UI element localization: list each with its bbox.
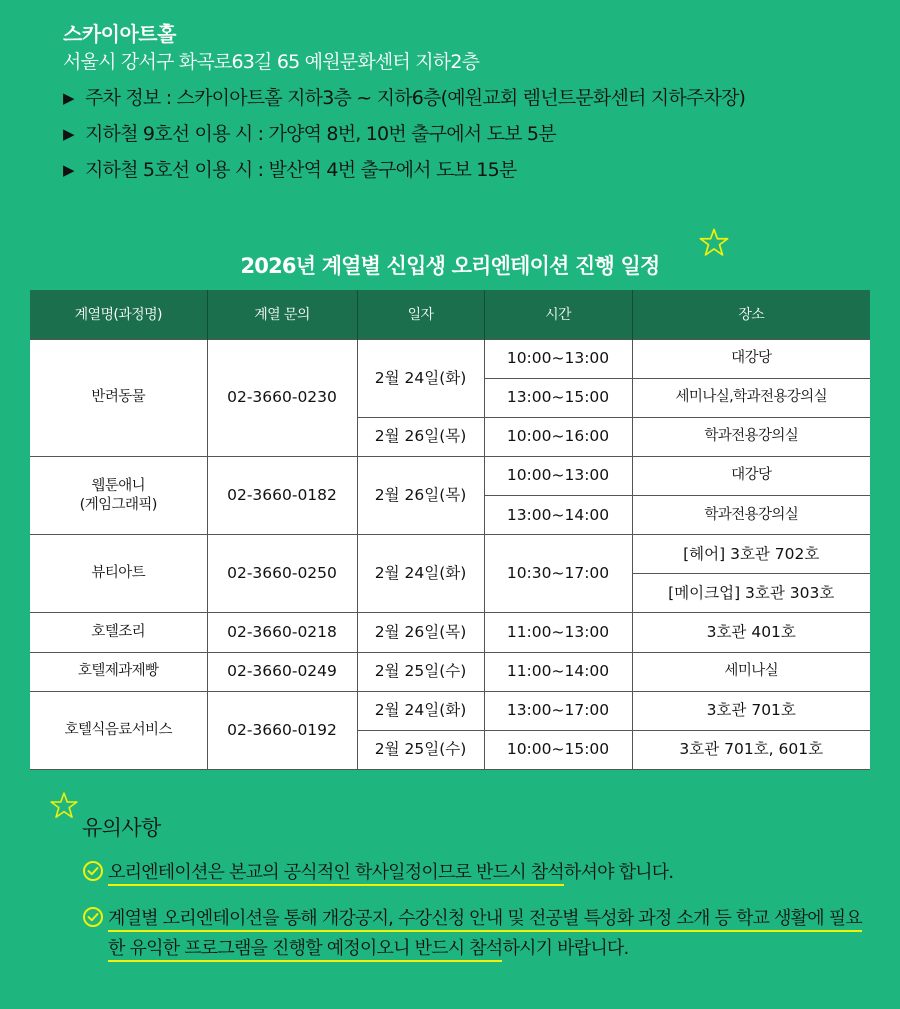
note-rest: 하시기 바랍니다. (502, 938, 629, 959)
session-place: 3호관 701호, 601호 (632, 730, 870, 769)
session-date: 2월 25일(수) (357, 730, 484, 769)
session-place: 학과전용강의실 (632, 496, 870, 535)
session-place: [헤어] 3호관 702호 (632, 535, 870, 574)
note-text (108, 858, 673, 888)
note-highlight: 오리엔테이션은 본교의 공식적인 학사일정이므로 반드시 참석 (108, 862, 564, 886)
notes-section (82, 812, 868, 964)
dept-name: 웹툰애니 (게임그래픽) (30, 456, 207, 534)
info-text: 지하철 5호선 이용 시 : 발산역 4번 출구에서 도보 15분 (85, 159, 517, 181)
session-date: 2월 25일(수) (357, 652, 484, 691)
info-text: 주차 정보 : 스카이아트홀 지하3층 ~ 지하6층(예원교회 렘넌트문화센터 지하주차장) (85, 87, 746, 109)
dept-phone: 02-3660-0182 (207, 456, 357, 534)
info-item (63, 86, 745, 110)
session-place: 세미나실,학과전용강의실 (632, 378, 870, 417)
venue-address: 서울시 강서구 화곡로63길 65 예원문화센터 지하2층 (63, 51, 480, 73)
session-time: 13:00~17:00 (484, 691, 632, 730)
session-place: 세미나실 (632, 652, 870, 691)
triangle-bullet-icon: ▶ (63, 89, 74, 107)
session-time: 10:30~17:00 (484, 535, 632, 613)
session-date: 2월 24일(화) (357, 339, 484, 417)
dept-phone: 02-3660-0218 (207, 613, 357, 652)
venue-name: 스카이아트홀 (63, 22, 176, 46)
dept-name: 호텔조리 (30, 613, 207, 652)
table-row (30, 535, 870, 574)
venue-info (63, 22, 745, 182)
note-rest: 하셔야 합니다. (563, 862, 674, 883)
star-icon (697, 226, 731, 260)
table-row (30, 339, 870, 378)
session-place: 대강당 (632, 456, 870, 495)
header-dept: 계열명(과정명) (30, 290, 207, 339)
session-time: 10:00~13:00 (484, 339, 632, 378)
dept-name: 뷰티아트 (30, 535, 207, 613)
session-date: 2월 26일(목) (357, 417, 484, 456)
header-date: 일자 (357, 290, 484, 339)
info-text: 지하철 9호선 이용 시 : 가양역 8번, 10번 출구에서 도보 5분 (85, 123, 556, 145)
note-text (108, 904, 868, 964)
star-icon (48, 790, 80, 822)
table-header-row (30, 290, 870, 339)
venue-info-list (63, 86, 745, 182)
session-time: 11:00~14:00 (484, 652, 632, 691)
dept-phone: 02-3660-0250 (207, 535, 357, 613)
dept-name: 호텔제과제빵 (30, 652, 207, 691)
session-time: 10:00~13:00 (484, 456, 632, 495)
schedule-title: 2026년 계열별 신입생 오리엔테이션 진행 일정 (240, 254, 660, 278)
session-time: 13:00~15:00 (484, 378, 632, 417)
session-place: 대강당 (632, 339, 870, 378)
notes-title: 유의사항 (82, 816, 161, 840)
session-time: 10:00~16:00 (484, 417, 632, 456)
dept-name: 호텔식음료서비스 (30, 691, 207, 769)
dept-name: 반려동물 (30, 339, 207, 456)
session-date: 2월 24일(화) (357, 535, 484, 613)
session-date: 2월 26일(목) (357, 456, 484, 534)
session-place: [메이크업] 3호관 303호 (632, 574, 870, 613)
note-item (82, 904, 868, 964)
header-phone: 계열 문의 (207, 290, 357, 339)
note-highlight: 계열별 오리엔테이션을 통해 개강공지, 수강신청 안내 및 전공별 특성화 과정 소개 등 학교 생활에 필요한 유익한 프로그램을 진행할 예정이오니 반드시 참석 (108, 908, 862, 962)
table-row (30, 456, 870, 495)
table-row (30, 652, 870, 691)
triangle-bullet-icon: ▶ (63, 161, 74, 179)
session-time: 11:00~13:00 (484, 613, 632, 652)
session-place: 3호관 701호 (632, 691, 870, 730)
session-date: 2월 24일(화) (357, 691, 484, 730)
dept-phone: 02-3660-0230 (207, 339, 357, 456)
session-place: 3호관 401호 (632, 613, 870, 652)
info-item (63, 122, 745, 146)
triangle-bullet-icon: ▶ (63, 125, 74, 143)
session-date: 2월 26일(목) (357, 613, 484, 652)
session-time: 10:00~15:00 (484, 730, 632, 769)
table-row (30, 691, 870, 730)
check-circle-icon (82, 860, 104, 882)
dept-phone: 02-3660-0249 (207, 652, 357, 691)
session-place: 학과전용강의실 (632, 417, 870, 456)
dept-phone: 02-3660-0192 (207, 691, 357, 769)
header-time: 시간 (484, 290, 632, 339)
session-time: 13:00~14:00 (484, 496, 632, 535)
check-circle-icon (82, 906, 104, 928)
table-row (30, 613, 870, 652)
header-place: 장소 (632, 290, 870, 339)
schedule-table (30, 290, 870, 770)
info-item (63, 158, 745, 182)
note-item (82, 858, 868, 888)
